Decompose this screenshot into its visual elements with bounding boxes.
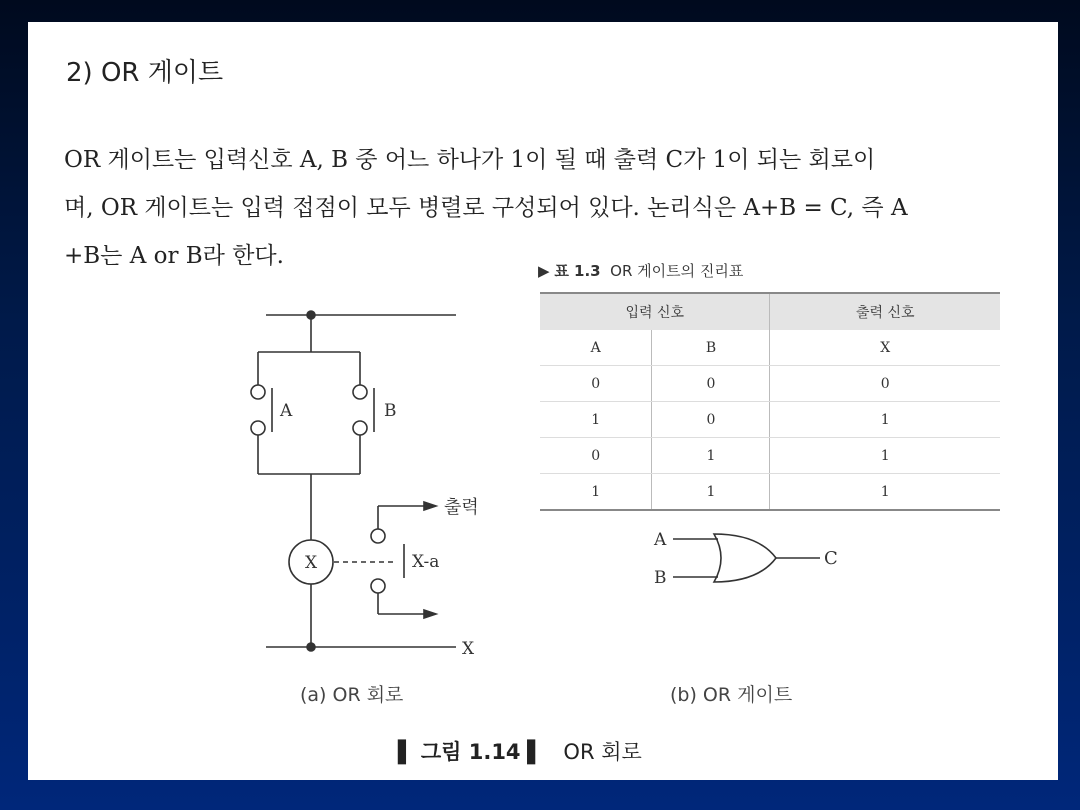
table-cell: 0 (652, 402, 770, 438)
figure-marker: ▌ (398, 740, 415, 764)
table-label: 표 1.3 (554, 262, 601, 280)
body-line: +B는 A or B라 한다. (64, 243, 284, 269)
arrow-head-icon (424, 502, 436, 510)
table-cell: 1 (770, 402, 1000, 438)
column-header-b: B (652, 330, 770, 366)
section-title: 2) OR 게이트 (66, 58, 224, 88)
figure-marker: ▌ (527, 740, 544, 764)
bottom-node (307, 643, 315, 651)
figure-label: 그림 1.14 (420, 740, 521, 764)
column-header-x: X (770, 330, 1000, 366)
contact-b-label: B (384, 401, 397, 421)
arrow-head-icon (424, 610, 436, 618)
aux-contact-label: X-a (412, 552, 440, 572)
or-gate-symbol (673, 534, 820, 582)
contact-b-terminal (353, 385, 367, 399)
contact-a-terminal (251, 385, 265, 399)
or-gate-body (714, 534, 776, 582)
input-signal-header: 입력 신호 (540, 293, 770, 330)
table-cell: 1 (770, 438, 1000, 474)
slide (28, 22, 1058, 780)
body-line: 며, OR 게이트는 입력 접점이 모두 병렬로 구성되어 있다. 논리식은 A+B = C, 즉 A (64, 195, 908, 221)
rail-label: X (462, 639, 475, 659)
aux-contact-terminal (371, 529, 385, 543)
table-title: OR 게이트의 진리표 (610, 262, 744, 280)
table-cell: 1 (652, 438, 770, 474)
table-cell: 1 (540, 402, 652, 438)
table-cell: 0 (770, 366, 1000, 402)
subcaption-b: (b) OR 게이트 (670, 684, 793, 706)
figure-caption (398, 736, 642, 766)
figure-title: OR 회로 (563, 740, 642, 764)
aux-contact-terminal (371, 579, 385, 593)
body-line: OR 게이트는 입력신호 A, B 중 어느 하나가 1이 될 때 출력 C가 1이 되는 회로이 (64, 147, 876, 173)
table-cell: 0 (540, 438, 652, 474)
coil-label: X (304, 553, 318, 573)
table-cell: 0 (652, 366, 770, 402)
column-header-a: A (540, 330, 652, 366)
gate-input-b-label: B (654, 568, 667, 588)
or-circuit-diagram (28, 22, 1058, 722)
contact-a-terminal (251, 421, 265, 435)
table-cell: 1 (540, 474, 652, 511)
table-cell: 1 (652, 474, 770, 511)
table-marker: ▶ (538, 262, 550, 280)
subcaption-a: (a) OR 회로 (300, 684, 404, 706)
gate-output-label: C (824, 548, 838, 569)
contact-a-label: A (280, 401, 293, 421)
output-signal-header: 출력 신호 (770, 293, 1000, 330)
gate-input-a-label: A (654, 530, 667, 550)
table-cell: 1 (770, 474, 1000, 511)
contact-b-terminal (353, 421, 367, 435)
table-cell: 0 (540, 366, 652, 402)
output-label: 출력 (444, 497, 479, 518)
